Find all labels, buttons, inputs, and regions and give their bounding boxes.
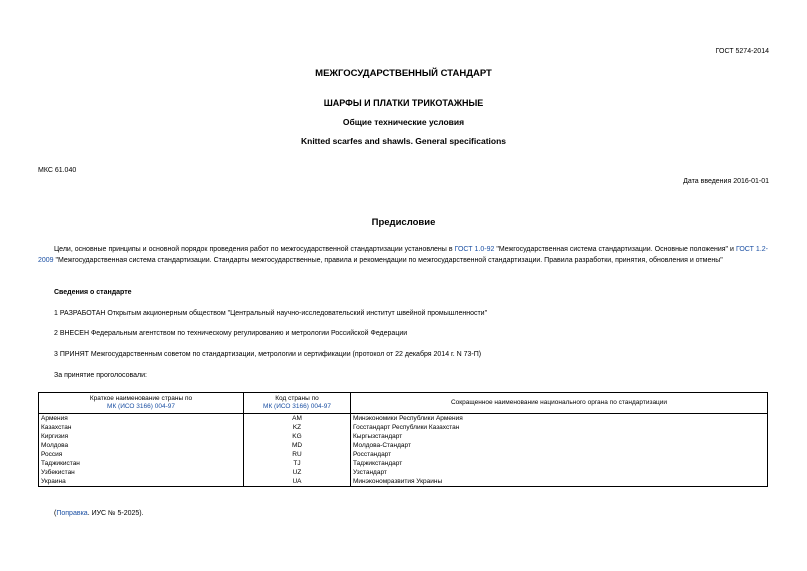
preface-paragraph [38, 244, 768, 266]
code-cell: RU [244, 450, 351, 459]
table-header-row [39, 393, 768, 414]
amendment-link[interactable]: Поправка [56, 510, 88, 517]
document-subtitle: Общие технические условия [342, 117, 465, 127]
body-cell: Узстандарт [351, 468, 768, 477]
mk-iso-3166-link[interactable]: МК (ИСО 3166) 004-97 [263, 403, 331, 410]
document-title: ШАРФЫ И ПЛАТКИ ТРИКОТАЖНЫЕ [323, 98, 484, 108]
table-row [39, 432, 768, 441]
country-cell: Молдова [39, 441, 244, 450]
body-cell: Минэкономики Республики Армения [351, 414, 768, 424]
info-item-voted: За принятие проголосовали: [54, 372, 147, 379]
country-cell: Узбекистан [39, 468, 244, 477]
table-row [39, 459, 768, 468]
standard-info-heading: Сведения о стандарте [54, 289, 132, 296]
country-cell: Таджикистан [39, 459, 244, 468]
table-row [39, 477, 768, 487]
introduction-date: Дата введения 2016-01-01 [683, 178, 769, 185]
country-cell: Россия [39, 450, 244, 459]
body-cell: Минэкономразвития Украины [351, 477, 768, 487]
table-row [39, 441, 768, 450]
body-cell: Росстандарт [351, 450, 768, 459]
body-cell: Госстандарт Республики Казахстан [351, 423, 768, 432]
country-cell: Киргизия [39, 432, 244, 441]
country-cell: Казахстан [39, 423, 244, 432]
code-cell: UA [244, 477, 351, 487]
mks-code: МКС 61.040 [38, 167, 77, 174]
code-cell: KZ [244, 423, 351, 432]
preface-text: Цели, основные принципы и основной порядок проведения работ по межгосударственной стандартизации установлены в [54, 246, 455, 253]
info-item-developed: 1 РАЗРАБОТАН Открытым акционерным обществом "Центральный научно-исследовательский институт швейной промышленности" [54, 310, 488, 317]
mk-iso-3166-link[interactable]: МК (ИСО 3166) 004-97 [107, 403, 175, 410]
code-cell: KG [244, 432, 351, 441]
info-item-introduced: 2 ВНЕСЕН Федеральным агентством по техническому регулированию и метрологии Российской Федерации [54, 330, 408, 337]
voting-table-container [38, 392, 768, 487]
column-header-code: Код страны по МК (ИСО 3166) 004-97 [244, 393, 351, 414]
preface-heading: Предисловие [371, 217, 436, 228]
gost-1-0-92-link[interactable]: ГОСТ 1.0-92 [454, 246, 495, 253]
standard-type-title: МЕЖГОСУДАРСТВЕННЫЙ СТАНДАРТ [315, 68, 492, 79]
document-code: ГОСТ 5274-2014 [715, 48, 769, 55]
column-header-country: Краткое наименование страны по МК (ИСО 3166) 004-97 [39, 393, 244, 414]
preface-text: "Межгосударственная система стандартизации. Основные положения" и [494, 246, 736, 253]
code-cell: MD [244, 441, 351, 450]
amendment-note: (Поправка. ИУС № 5-2025). [54, 510, 144, 517]
code-cell: AM [244, 414, 351, 424]
body-cell: Таджикстандарт [351, 459, 768, 468]
preface-text: "Межгосударственная система стандартизации. Стандарты межгосударственные, правила и рекомендации по межгосударственной стандартизации. Правила разработки, принятия, обновления и отмены" [53, 257, 723, 264]
body-cell: Кыргызстандарт [351, 432, 768, 441]
code-cell: TJ [244, 459, 351, 468]
info-item-adopted: 3 ПРИНЯТ Межгосударственным советом по стандартизации, метрологии и сертификации (протокол от 22 декабря 2014 г. N 73-П) [54, 351, 482, 358]
table-row [39, 414, 768, 424]
table-row [39, 468, 768, 477]
country-cell: Армения [39, 414, 244, 424]
gost-1-2-2009-link[interactable]: ГОСТ 1.2-2009 [38, 246, 768, 264]
document-title-english: Knitted scarfes and shawls. General specifications [300, 136, 507, 146]
code-cell: UZ [244, 468, 351, 477]
table-row [39, 423, 768, 432]
voting-table [38, 392, 768, 487]
country-cell: Украина [39, 477, 244, 487]
table-row [39, 450, 768, 459]
column-header-body: Сокращенное наименование национального органа по стандартизации [351, 393, 768, 414]
body-cell: Молдова-Стандарт [351, 441, 768, 450]
